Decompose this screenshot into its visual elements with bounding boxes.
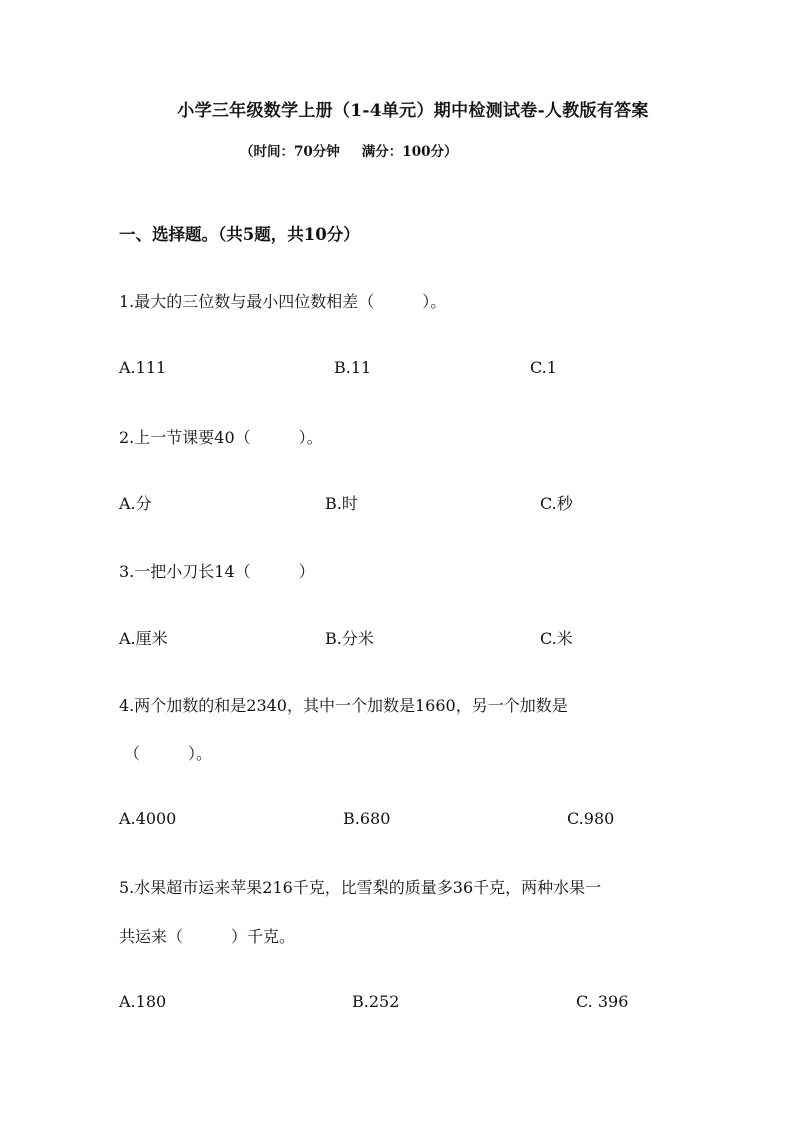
question-2-option-b: B.时: [325, 494, 358, 513]
question-5-option-b: B.252: [352, 992, 400, 1011]
question-1-option-c: C.1: [530, 358, 557, 377]
section-heading: 一、选择题。（共5题，共10分）: [119, 225, 360, 244]
question-4-text-line-1: 4.两个加数的和是2340，其中一个加数是1660，另一个加数是: [119, 696, 568, 715]
question-4-option-c: C.980: [567, 809, 615, 828]
question-3-option-a: A.厘米: [119, 629, 168, 648]
question-5-option-c: C. 396: [576, 992, 629, 1011]
question-2-option-c: C.秒: [540, 494, 573, 513]
question-5-text-line-2: 共运来（ ）千克。: [119, 927, 296, 946]
exam-meta: [240, 140, 457, 160]
question-5-option-a: A.180: [119, 992, 167, 1011]
question-3-text: 3.一把小刀长14（ ）: [119, 562, 315, 581]
question-1-option-a: A.111: [119, 358, 167, 377]
question-1-text: 1.最大的三位数与最小四位数相差（ ）。: [119, 292, 447, 311]
question-1-option-b: B.11: [334, 358, 372, 377]
question-4-option-a: A.4000: [119, 809, 177, 828]
question-3-option-b: B.分米: [325, 629, 374, 648]
question-3-option-c: C.米: [540, 629, 573, 648]
question-2-text: 2.上一节课要40（ ）。: [119, 428, 323, 447]
exam-score: 满分：100分）: [361, 144, 458, 160]
question-4-text-line-2: （ ）。: [124, 744, 213, 763]
question-4-option-b: B.680: [343, 809, 391, 828]
question-2-option-a: A.分: [119, 494, 152, 513]
exam-time: （时间：70分钟: [240, 144, 340, 160]
question-5-text-line-1: 5.水果超市运来苹果216千克，比雪梨的质量多36千克，两种水果一: [119, 878, 602, 897]
page-title: 小学三年级数学上册（1-4单元）期中检测试卷-人教版有答案: [177, 101, 649, 121]
